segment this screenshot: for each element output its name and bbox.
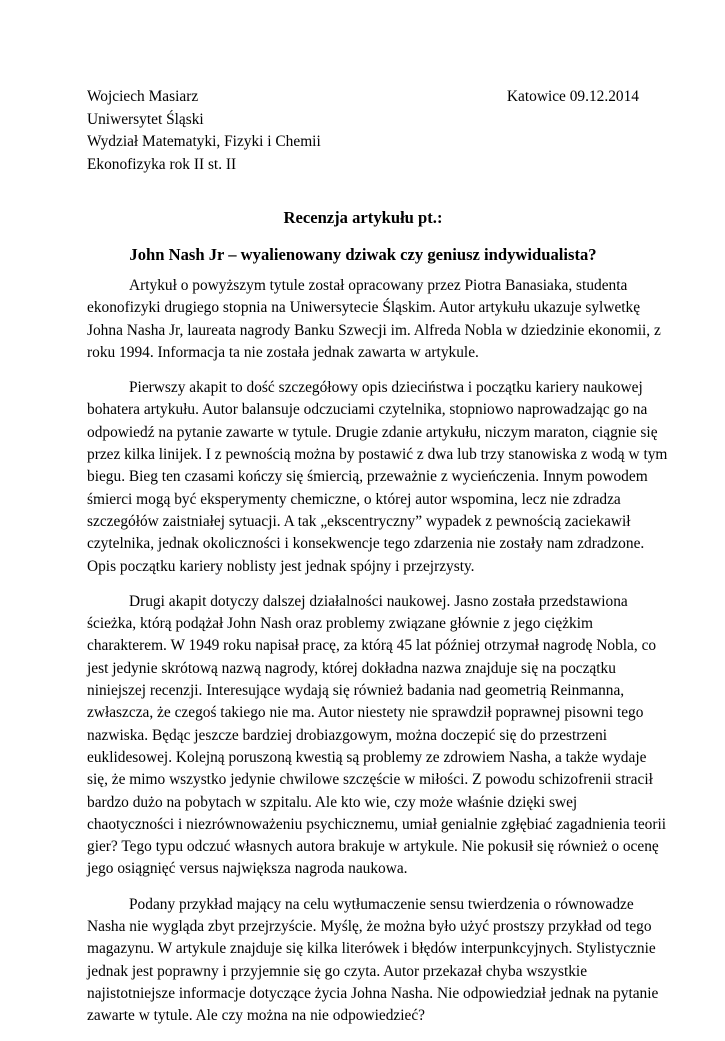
text-line: bardzo dużo na pobytach w szpitalu. Ale kto wie, czy może właśnie dzięki swej [87, 793, 578, 811]
text-line: najistotniejsze informacje dotyczące życia Johna Nasha. Nie odpowiedział jednak na pytanie [87, 984, 659, 1002]
university: Uniwersytet Śląski [87, 110, 204, 128]
text-line: Opis początku kariery noblisty jest jednak spójny i przejrzysty. [87, 557, 475, 575]
review-title: Recenzja artykułu pt.: [283, 208, 443, 227]
place-date: Katowice 09.12.2014 [506, 88, 639, 105]
text-line: jego osiągnięć versus największa nagroda naukowa. [87, 860, 408, 878]
text-line: nazwiska. Będąc jeszcze bardziej drobiazgowym, można doczepić się do przestrzeni [87, 726, 608, 744]
course-year: Ekonofizyka rok II st. II [87, 155, 237, 173]
paragraph [87, 591, 667, 881]
text-line: Artykuł o powyższym tytule został opracowany przez Piotra Banasiaka, studenta [129, 277, 628, 294]
paragraph [87, 377, 668, 578]
text-line: magazynu. W artykule znajduje się kilka literówek i błędów interpunkcyjnych. Stylistycznie [87, 940, 656, 958]
faculty: Wydział Matematyki, Fizyki i Chemii [87, 133, 321, 150]
text-line: charakterem. W 1949 roku napisał pracę, za którą 45 lat później otrzymał nagrodę Nobla, co [87, 637, 657, 655]
text-line: szczegółów zaistniałej sytuacji. A tak „ekscentryczny” wypadek z pewnością zaciekawił [87, 512, 631, 530]
text-line: zawarte w tytule. Ale czy można na nie odpowiedzieć? [87, 1007, 426, 1025]
text-line: przez kilka linijek. I z pewnością można by postawić z dwa lub trzy stanowiska z wodą w tym [87, 446, 668, 464]
text-line: Nasha nie wygląda zbyt przejrzyście. Myślę, że można było użyć prostszy przykład od tego [87, 918, 652, 936]
text-line: odpowiedź na pytanie zawarte w tytule. Drugie zdanie artykułu, niczym maraton, ciągnie się [87, 423, 658, 441]
author-name: Wojciech Masiarz [87, 88, 199, 105]
text-line: Drugi akapit dotyczy dalszej działalności naukowej. Jasno została przedstawiona [129, 592, 628, 610]
text-line: euklidesowej. Kolejną poruszoną kwestią są problemy ze zdrowiem Nasha, a także wydaje [87, 748, 647, 766]
review-body [87, 275, 668, 1041]
text-line: ścieżka, którą podążał John Nash oraz problemy związane głównie z jego ciężkim [87, 615, 593, 633]
article-title: John Nash Jr – wyalienowany dziwak czy geniusz indywidualista? [129, 245, 597, 264]
text-line: zwłaszcza, że czegoś takiego nie ma. Autor niestety nie sprawdził poprawnej pisowni tego [87, 704, 644, 722]
text-line: się, że mimo wszystko jedynie chwilowe szczęście w miłości. Z powodu schizofrenii stracił [87, 771, 653, 789]
paragraph [87, 275, 661, 364]
text-line: niniejszej recenzji. Interesujące wydają się również badania nad geometrią Reinmanna, [87, 682, 625, 700]
text-line: jednak jest poprawny i przyjemnie się go czyta. Autor przekazał chyba wszystkie [87, 962, 588, 980]
text-line: chaotyczności i niezrównoważeniu psychicznemu, umiał genialnie zgłębiać zagadnienia teorii [87, 815, 667, 833]
text-line: Johna Nasha Jr, laureata nagrody Banku Szwecji im. Alfreda Nobla w dziedzinie ekonomii, z [87, 321, 661, 339]
text-line: jest jedynie skrótową nazwą nagrody, której dokładna nazwa znajduje się na początku [87, 659, 616, 677]
text-line: biegu. Bieg ten czasami kończy się śmiercią, przeważnie z wycieńczenia. Innym powodem [87, 468, 648, 486]
text-line: Podany przykład mający na celu wytłumaczenie sensu twierdzenia o równowadze [129, 895, 634, 913]
text-line: Pierwszy akapit to dość szczegółowy opis dzieciństwa i początku kariery naukowej [129, 379, 643, 397]
text-line: śmierci mogą być eksperymenty chemiczne, o której autor wspomina, lecz nie zdradza [87, 490, 621, 508]
text-line: gier? Tego typu odczuć własnych autora brakuje w artykule. Nie pokusił się również o ocenę [87, 838, 659, 856]
author-block [87, 86, 321, 176]
paragraph [87, 894, 659, 1028]
text-line: roku 1994. Informacja ta nie została jednak zawarta w artykule. [87, 343, 479, 361]
text-line: czytelnika, jednak okoliczności i konsekwencje tego zdarzenia nie zostały nam zdradzone. [87, 535, 645, 553]
text-line: ekonofizyki drugiego stopnia na Uniwersytecie Śląskim. Autor artykułu ukazuje sylwetkę [87, 299, 641, 317]
text-line: bohatera artykułu. Autor balansuje odczuciami czytelnika, stopniowo naprowadzając go na [87, 401, 648, 419]
